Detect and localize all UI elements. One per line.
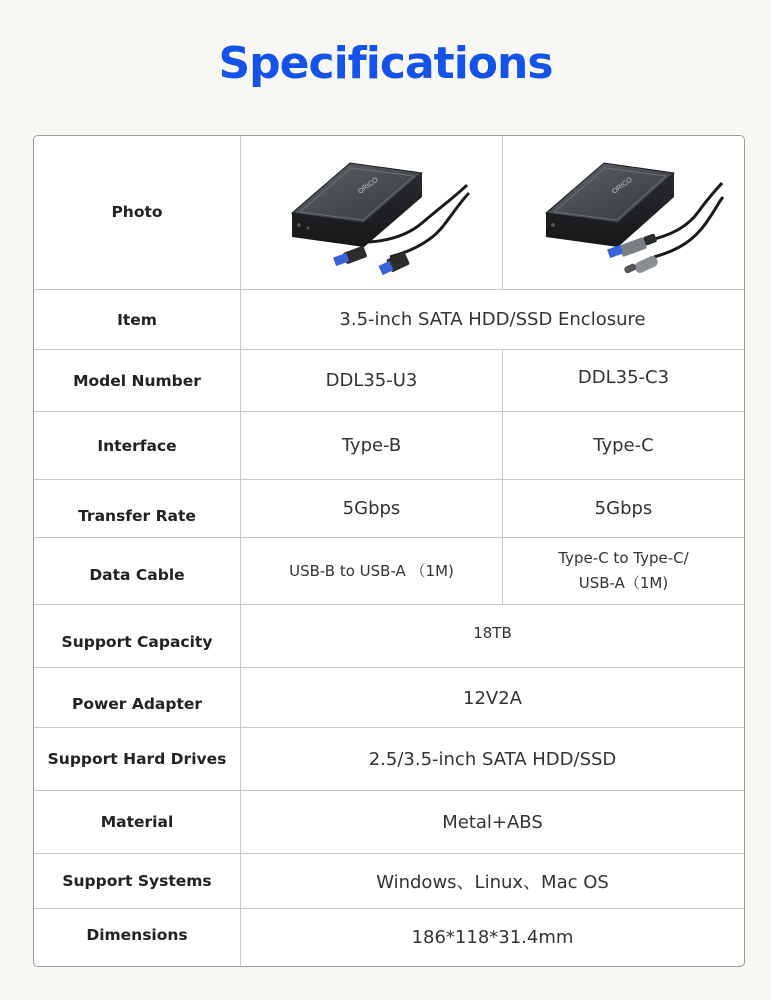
support-systems-value: Windows、Linux、Mac OS <box>376 872 609 893</box>
data-cable-right-line1: Type-C to Type-C/ <box>558 549 689 567</box>
table-row <box>34 909 744 966</box>
model-number-left: DDL35-U3 <box>241 350 503 411</box>
row-label: Dimensions <box>34 909 241 966</box>
transfer-rate-left: 5Gbps <box>241 480 503 537</box>
table-row <box>34 480 744 538</box>
interface-right: Type-C <box>593 435 654 456</box>
transfer-rate-right: 5Gbps <box>594 498 653 519</box>
hdd-enclosure-type-b-image <box>272 145 472 280</box>
spec-table <box>33 135 745 967</box>
table-row <box>34 412 744 480</box>
data-cable-right <box>503 538 744 604</box>
row-label: Model Number <box>34 350 241 411</box>
row-label: Support Hard Drives <box>34 728 241 790</box>
support-hard-drives-value: 2.5/3.5-inch SATA HDD/SSD <box>368 748 617 770</box>
table-row <box>34 290 744 350</box>
material-value: Metal+ABS <box>442 811 543 833</box>
brand-logo: ORICO <box>356 176 380 196</box>
row-label: Photo <box>34 136 241 289</box>
table-row <box>34 136 744 290</box>
row-label: Support Capacity <box>34 605 241 667</box>
data-cable-left: USB-B to USB-A （1M) <box>241 538 503 604</box>
row-label: Interface <box>34 412 241 479</box>
row-label: Data Cable <box>34 538 241 604</box>
row-label: Item <box>34 290 241 349</box>
table-row <box>34 668 744 728</box>
table-row <box>34 854 744 909</box>
table-row <box>34 605 744 668</box>
product-photo-type-b <box>241 136 503 289</box>
row-label: Material <box>34 791 241 853</box>
row-label: Support Systems <box>34 854 241 908</box>
support-capacity-value: 18TB <box>473 623 512 642</box>
dimensions-value: 186*118*31.4mm <box>411 927 574 948</box>
table-row <box>34 791 744 854</box>
model-number-right: DDL35-C3 <box>577 367 670 388</box>
item-value: 3.5-inch SATA HDD/SSD Enclosure <box>339 309 646 330</box>
product-photo-type-c <box>503 136 744 289</box>
table-row <box>34 728 744 791</box>
page-title: Specifications <box>218 38 553 89</box>
data-cable-right-line2: USB-A（1M) <box>578 574 669 592</box>
brand-logo: ORICO <box>610 176 634 196</box>
row-label: Transfer Rate <box>34 480 241 537</box>
row-label: Power Adapter <box>34 668 241 727</box>
interface-left: Type-B <box>241 412 503 479</box>
hdd-enclosure-type-c-image <box>524 145 724 280</box>
table-row <box>34 538 744 605</box>
table-row <box>34 350 744 412</box>
power-adapter-value: 12V2A <box>463 688 522 709</box>
